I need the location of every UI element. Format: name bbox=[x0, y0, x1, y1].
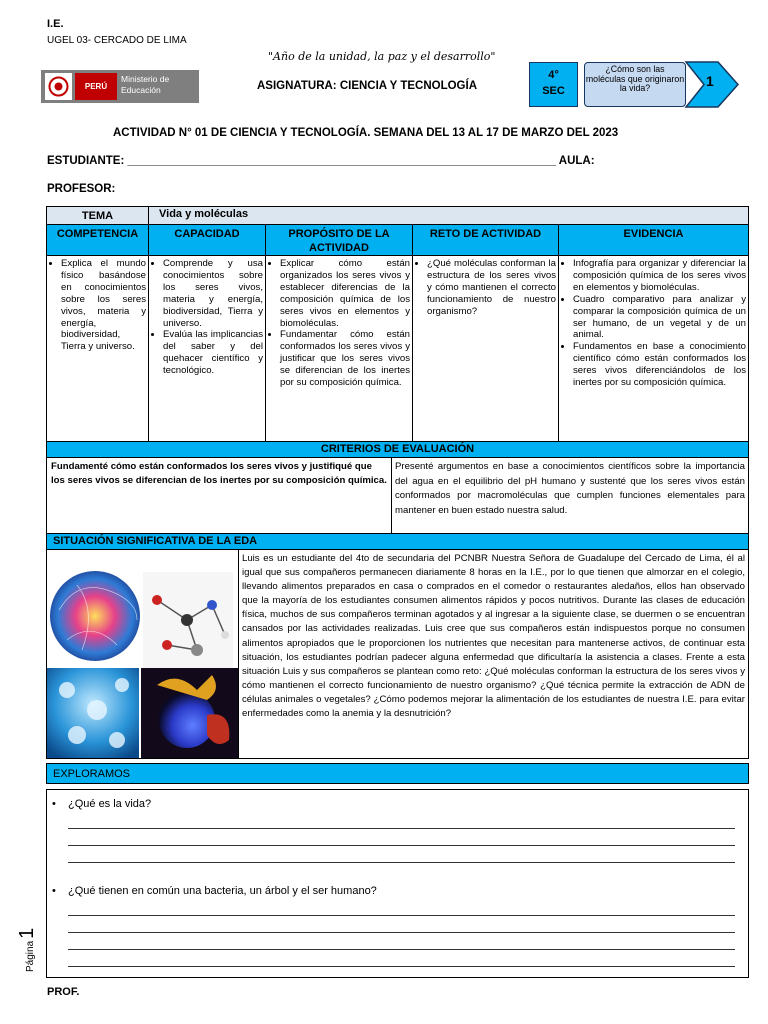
proposito-item: • Explicar cómo están organizados los seres vivos y establecer diferencias de la composición química de los seres vivos en elementos y biomoléculas. bbox=[280, 258, 410, 329]
header-capacidad bbox=[148, 224, 266, 256]
capacidad-cell bbox=[148, 255, 266, 442]
teacher-label: PROFESOR: bbox=[47, 183, 116, 195]
criterio-1-cell bbox=[46, 457, 392, 534]
header-capacidad-label: CAPACIDAD bbox=[174, 228, 240, 240]
question-1: ¿Qué es la vida? bbox=[68, 798, 152, 810]
exploramos-header bbox=[46, 763, 749, 784]
activity-number: 1 bbox=[706, 73, 714, 89]
reto-cell bbox=[412, 255, 559, 442]
bullet-icon: • bbox=[52, 885, 56, 897]
page-number bbox=[16, 912, 40, 972]
evidencia-item: • Cuadro comparativo para analizar y comparar la composición química de un ser humano, de un vegetal y de un animal. bbox=[573, 294, 746, 342]
situacion-label: SITUACIÓN SIGNIFICATIVA DE LA EDA bbox=[53, 535, 258, 547]
ministry-logo bbox=[41, 70, 199, 103]
answer-line-7[interactable] bbox=[68, 966, 735, 967]
reto-item: • ¿Qué moléculas conforman la estructura de los seres vivos y cómo mantienen el correcto funcionamiento de nuestro organismo? bbox=[427, 258, 556, 318]
answer-line-1[interactable] bbox=[68, 828, 735, 829]
capacidad-item: • Evalúa las implicancias del saber y del quehacer científico y tecnológico. bbox=[163, 329, 263, 377]
question-tag: ¿Cómo son las moléculas que originaron la vida? bbox=[584, 62, 686, 107]
header-evidencia-label: EVIDENCIA bbox=[623, 228, 684, 240]
proposito-item: • Fundamentar cómo están conformados los seres vivos y justificar que los seres vivos se diferencian de los inertes por su composición química. bbox=[280, 329, 410, 389]
subject-title: ASIGNATURA: CIENCIA Y TECNOLOGÍA bbox=[257, 80, 477, 92]
header-competencia-label: COMPETENCIA bbox=[56, 228, 139, 240]
ministry-name: Ministerio de Educación bbox=[121, 74, 170, 95]
school-label: I.E. bbox=[47, 18, 64, 30]
question-2: ¿Qué tienen en común una bacteria, un árbol y el ser humano? bbox=[68, 885, 377, 897]
tema-label: TEMA bbox=[81, 210, 114, 222]
grade-box bbox=[529, 62, 578, 107]
peru-label: PERÚ bbox=[75, 73, 117, 100]
peru-shield-icon bbox=[45, 73, 72, 100]
header-evidencia bbox=[558, 224, 749, 256]
criterio-2: Presenté argumentos en base a conocimientos científicos sobre la importancia del agua en el equilibrio del pH humano y sustenté que los seres vivos están conformados por macromoléculas que cumplen funciones elementales para mantener en buen estado nuestra salud. bbox=[395, 461, 745, 516]
criterio-2-cell bbox=[391, 457, 749, 534]
exploramos-label: EXPLORAMOS bbox=[53, 768, 131, 780]
molecule-model-image bbox=[143, 572, 233, 672]
level-label: SEC bbox=[542, 85, 565, 97]
criterios-label: CRITERIOS DE EVALUACIÓN bbox=[320, 443, 475, 455]
bullet-icon: • bbox=[52, 798, 56, 810]
answer-line-6[interactable] bbox=[68, 949, 735, 950]
header-proposito-label: PROPÓSITO DE LA ACTIVIDAD bbox=[288, 228, 390, 254]
answer-line-4[interactable] bbox=[68, 915, 735, 916]
biomolecules-collage-image bbox=[47, 550, 238, 758]
tema-value-cell bbox=[148, 206, 749, 225]
answer-line-5[interactable] bbox=[68, 932, 735, 933]
student-line: ESTUDIANTE: ___________________________________________________________________ AULA: bbox=[47, 155, 595, 167]
year-motto: "Año de la unidad, la paz y el desarrollo" bbox=[268, 50, 496, 63]
proposito-cell bbox=[265, 255, 413, 442]
criterios-header bbox=[46, 441, 749, 458]
header-proposito bbox=[265, 224, 413, 256]
situacion-text: Luis es un estudiante del 4to de secundaria del PCNBR Nuestra Señora de Guadalupe del Cercado de Lima, él al igual que sus compañeros permanecen diariamente 8 horas en la I.E., por lo que tienen que almorzar en el colegio, llevando alimentos preparados en casa o comprados en el comedor o restaurantes aledaños, ellos han observado que la mayoría de los estudiantes consumen alimentos rápidos y pocos nutritivos. Durante las clases de educación física, muchos de sus compañeros terminan agotados y al ingresar a la siguiente clase, se duermen o se encuentran cansados por las actividades realizadas. Luis cree que sus compañeros están indispuestos porque no consumen alimentos apropiados que le proporcionen los nutrientes que necesitan para mantenerse activos, de continuar esta situación, los estudiantes podrían padecer alguna enfermedad que dificultaría la asistencia a clases. Frente a esta situación Luis y sus compañeros se plantean como reto: ¿Qué moléculas conforman la estructura de los seres vivos y cómo mantienen el correcto funcionamiento de nuestro organismo? ¿Qué técnica permite la extracción de ADN de células animales o vegetales? ¿Cómo podemos mejorar la alimentación de los estudiantes de nuestra I.E. para evitar enfermedades como la anemia y la desnutrición? bbox=[242, 553, 745, 720]
page-num: 1 bbox=[16, 927, 38, 939]
page-word: Página bbox=[25, 940, 36, 972]
situacion-image-cell bbox=[46, 549, 239, 759]
prof-label: PROF. bbox=[47, 986, 80, 998]
situacion-header bbox=[46, 533, 749, 550]
answer-line-2[interactable] bbox=[68, 845, 735, 846]
header-competencia bbox=[46, 224, 149, 256]
situacion-text-cell bbox=[238, 549, 749, 759]
grade-label: 4° bbox=[548, 69, 559, 81]
tema-label-cell bbox=[46, 206, 149, 225]
header-reto-label: RETO DE ACTIVIDAD bbox=[429, 228, 542, 240]
activity-title: ACTIVIDAD N° 01 DE CIENCIA Y TECNOLOGÍA. SEMANA DEL 13 AL 17 DE MARZO DEL 2023 bbox=[113, 127, 619, 139]
header-reto bbox=[412, 224, 559, 256]
answer-line-3[interactable] bbox=[68, 862, 735, 863]
evidencia-item: • Infografía para organizar y diferenciar la composición química de los seres vivos en elementos y biomoléculas. bbox=[573, 258, 746, 294]
competencia-item: • Explica el mundo físico basándose en conocimientos sobre los seres vivos, materia y energía, biodiversidad, Tierra y universo. bbox=[61, 258, 146, 353]
competencia-cell bbox=[46, 255, 149, 442]
criterio-1: Fundamenté cómo están conformados los seres vivos y justifiqué que los seres vivos se diferencian de los inertes por su composición química. bbox=[51, 461, 387, 486]
ugel-label: UGEL 03- CERCADO DE LIMA bbox=[47, 35, 187, 46]
tema-value: Vida y moléculas bbox=[159, 208, 249, 220]
evidencia-item: • Fundamentos en base a conocimiento científico cómo están conformados los seres vivos diferenciándolos de los inertes por su composición química. bbox=[573, 341, 746, 389]
evidencia-cell bbox=[558, 255, 749, 442]
capacidad-item: • Comprende y usa conocimientos sobre los seres vivos, materia y energía, biodiversidad, Tierra y universo. bbox=[163, 258, 263, 329]
